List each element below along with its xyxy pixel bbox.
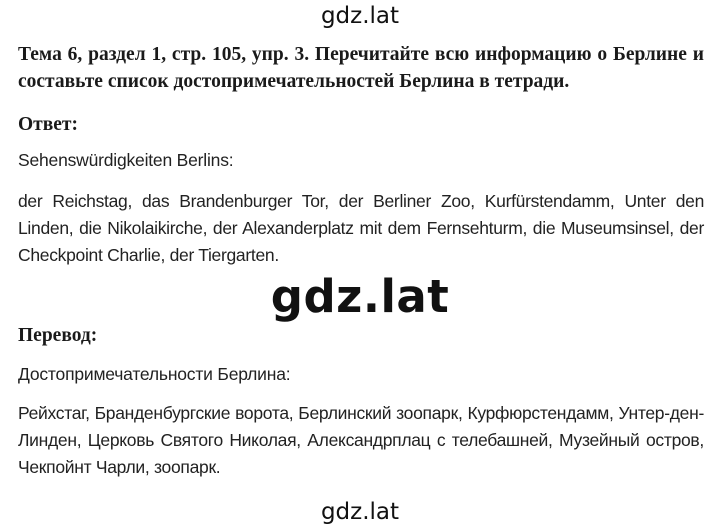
watermark-bottom: gdz.lat (320, 499, 400, 525)
watermark-top: gdz.lat (320, 3, 400, 29)
translation-label: Достопримечательности Берлина: (18, 364, 291, 384)
task-statement: Тема 6, раздел 1, стр. 105, упр. 3. Перечитайте всю информацию о Берлине и составьте список достопримечательностей Берлина в тетради. (18, 44, 704, 92)
translation-heading: Перевод: (18, 325, 98, 346)
watermark-middle: gdz.lat (270, 270, 450, 323)
translation-text: Рейхстаг, Бранденбургские ворота, Берлинский зоопарк, Курфюрстендамм, Унтер-ден-Линден, Церковь Святого Николая, Александрплац с телебашней, Музейный остров, Чекпойнт Чарли, зоопарк. (18, 403, 704, 477)
answer-text: der Reichstag, das Brandenburger Tor, der Berliner Zoo, Kurfürstendamm, Unter den Linden, die Nikolaikirche, der Alexanderplatz mit dem Fernsehturm, die Museumsinsel, der Checkpoint Charlie, der Tiergarten. (18, 191, 704, 265)
answer-heading: Ответ: (18, 114, 79, 135)
answer-label: Sehenswürdigkeiten Berlins: (18, 150, 234, 170)
